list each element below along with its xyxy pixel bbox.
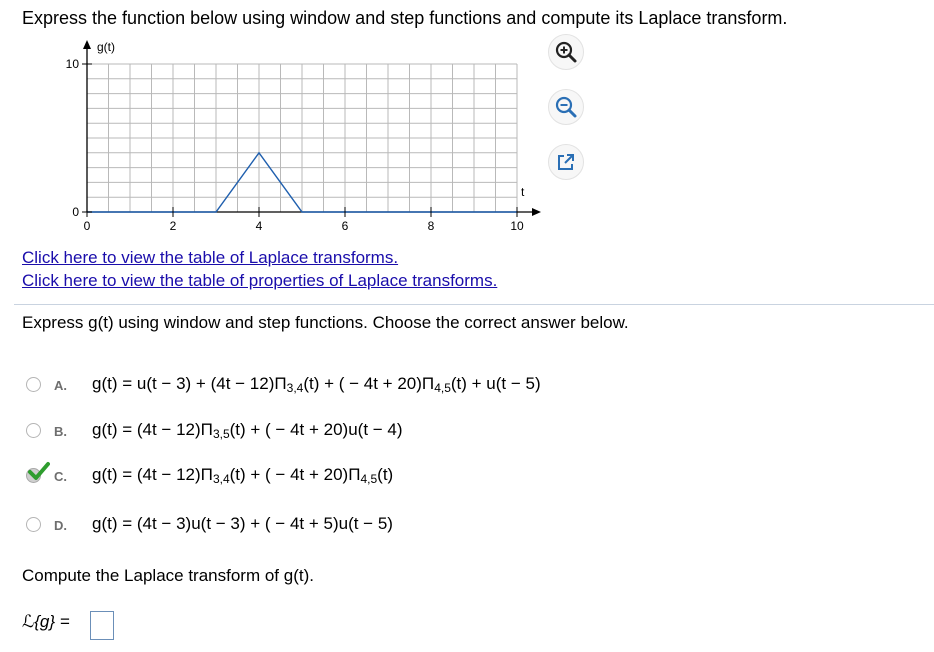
x-tick-label: 2: [169, 219, 177, 233]
x-tick-label: 6: [341, 219, 349, 233]
y-tick-label: 10: [65, 57, 79, 71]
correct-check-icon: [28, 461, 50, 483]
choice-d-letter: D.: [54, 518, 67, 533]
divider: [14, 304, 934, 305]
laplace-answer-input[interactable]: [90, 611, 114, 640]
x-tick-label: 8: [427, 219, 435, 233]
choice-c-formula: $g(t) = (4t - 12)\Pi_{3,4}(t)$ + ( − $4t + 20)\Pi_{4,5}(t)$: [92, 465, 394, 486]
choice-b[interactable]: [26, 420, 746, 446]
choice-d-formula: g(t) = (4t − 3)u(t − 3) + ( − 4t + 5)u(t − 5): [92, 514, 393, 533]
t-axis-label: t: [521, 185, 525, 199]
x-tick-label: 4: [255, 219, 263, 233]
choice-b-radio[interactable]: [26, 423, 41, 438]
zoom-in-button[interactable]: [548, 34, 584, 70]
y-tick-label: 0: [72, 205, 79, 219]
laplace-table-link[interactable]: Click here to view the table of Laplace transforms.: [22, 248, 399, 267]
zoom-out-icon: [549, 90, 583, 124]
zoom-in-icon: [549, 35, 583, 69]
choice-c[interactable]: [26, 465, 746, 491]
graph-ticks: [66, 57, 524, 233]
y-axis-arrow: [83, 40, 91, 49]
choice-a-formula: $g(t) = u(t - 3) + (4t - 12)\Pi_{3,4}(t)$ + ( − $4t + 20)\Pi_{4,5}(t) + u(t - 5)$: [92, 374, 541, 395]
graph-grid: [87, 64, 517, 212]
laplace-properties-link[interactable]: Click here to view the table of properties of Laplace transforms.: [22, 271, 498, 290]
choice-a-radio[interactable]: [26, 377, 41, 392]
choice-b-letter: B.: [54, 424, 67, 439]
x-tick-label: 0: [83, 219, 91, 233]
open-new-window-icon: [549, 145, 583, 179]
choice-d[interactable]: [26, 514, 746, 540]
choice-c-letter: C.: [54, 469, 67, 484]
graph: [0, 0, 560, 245]
question-text: Express g(t) using window and step functions. Choose the correct answer below.: [22, 313, 629, 332]
laplace-label: ℒ{g} =: [22, 612, 70, 631]
choice-a[interactable]: [26, 374, 746, 400]
x-tick-label: 10: [510, 219, 524, 233]
problem-title: Express the function below using window and step functions and compute its Laplace transform.: [22, 8, 788, 28]
choice-a-letter: A.: [54, 378, 67, 393]
zoom-out-button[interactable]: [548, 89, 584, 125]
compute-prompt: Compute the Laplace transform of g(t).: [22, 566, 314, 585]
choice-d-radio[interactable]: [26, 517, 41, 532]
choice-b-formula: $g(t) = (4t - 12)\Pi_{3,5}(t)$ + ( − 4t + 20)u(t − 4): [92, 420, 403, 441]
x-axis-arrow: [532, 208, 541, 216]
open-new-window-button[interactable]: [548, 144, 584, 180]
y-axis-label: g(t): [97, 40, 115, 54]
